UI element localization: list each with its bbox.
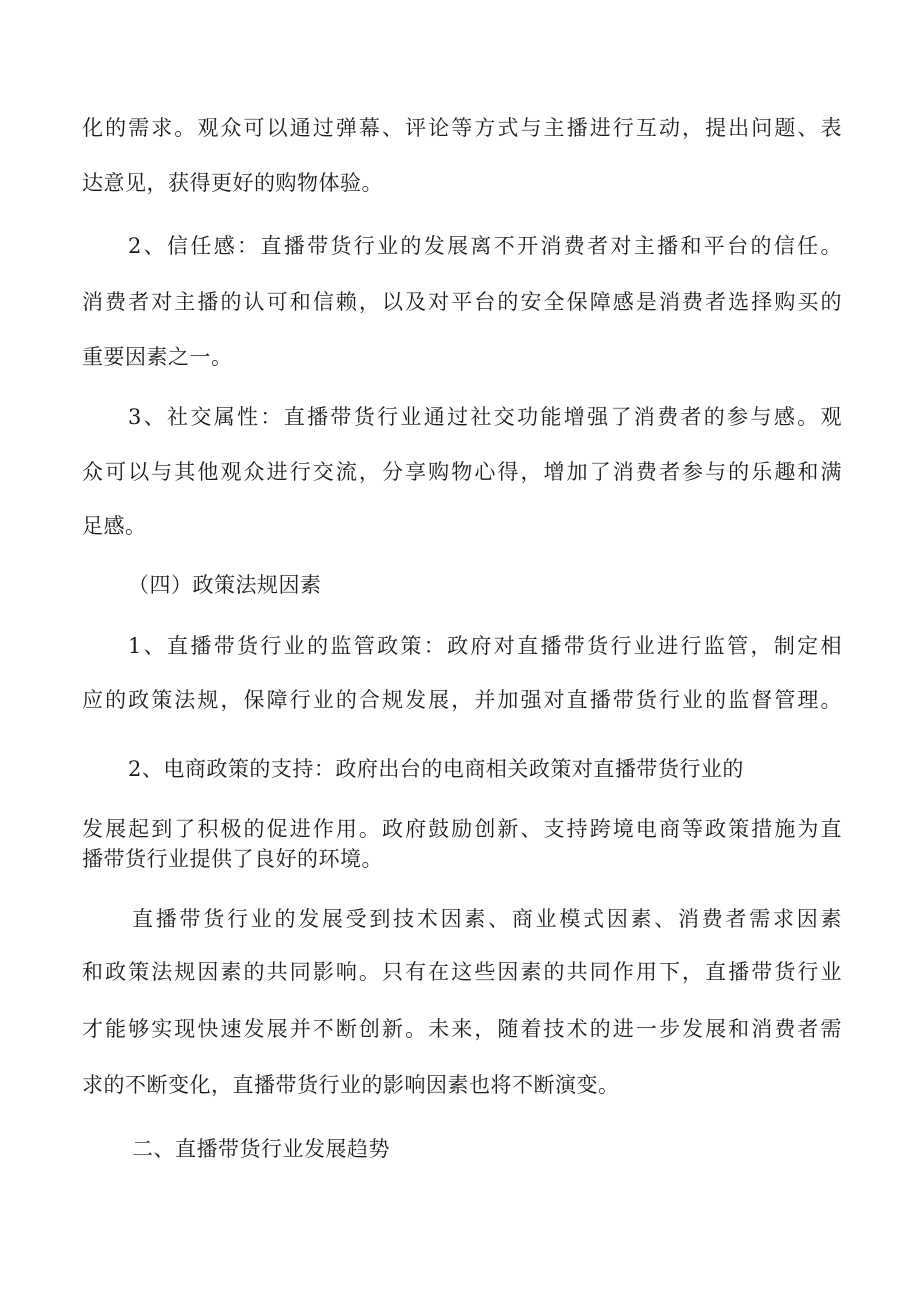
paragraph-line: 求的不断变化，直播带货行业的影响因素也将不断演变。 [82,1073,620,1097]
paragraph-line: 2、电商政策的支持：政府出台的电商相关政策对直播带货行业的 [128,757,744,781]
paragraph-line: 化的需求。观众可以通过弹幕、评论等方式与主播进行互动，提出问题、表 [82,116,842,140]
paragraph-line: 重要因素之一。 [82,345,233,369]
paragraph-line: 2、信任感：直播带货行业的发展离不开消费者对主播和平台的信任。 [128,234,842,258]
paragraph-line: 播带货行业提供了良好的环境。 [82,847,383,871]
paragraph-line: 足感。 [82,514,147,538]
paragraph-line: 和政策法规因素的共同影响。只有在这些因素的共同作用下，直播带货行业 [82,960,842,984]
paragraph-line: 才能够实现快速发展并不断创新。未来，随着技术的进一步发展和消费者需 [82,1017,842,1041]
section-heading: （四）政策法规因素 [128,573,322,597]
paragraph-line: 1、直播带货行业的监管政策：政府对直播带货行业进行监管，制定相 [128,634,842,658]
paragraph-line: 3、社交属性：直播带货行业通过社交功能增强了消费者的参与感。观 [128,405,842,429]
paragraph-line: 消费者对主播的认可和信赖，以及对平台的安全保障感是消费者选择购买的 [82,290,842,314]
paragraph-line: 直播带货行业的发展受到技术因素、商业模式因素、消费者需求因素 [132,907,842,931]
paragraph-line: 众可以与其他观众进行交流，分享购物心得，增加了消费者参与的乐趣和满 [82,460,842,484]
paragraph-line: 发展起到了积极的促进作用。政府鼓励创新、支持跨境电商等政策措施为直 [82,817,842,841]
paragraph-line: 达意见，获得更好的购物体验。 [82,171,383,195]
section-heading: 二、直播带货行业发展趋势 [132,1137,390,1161]
paragraph-line: 应的政策法规，保障行业的合规发展，并加强对直播带货行业的监督管理。 [82,688,842,712]
